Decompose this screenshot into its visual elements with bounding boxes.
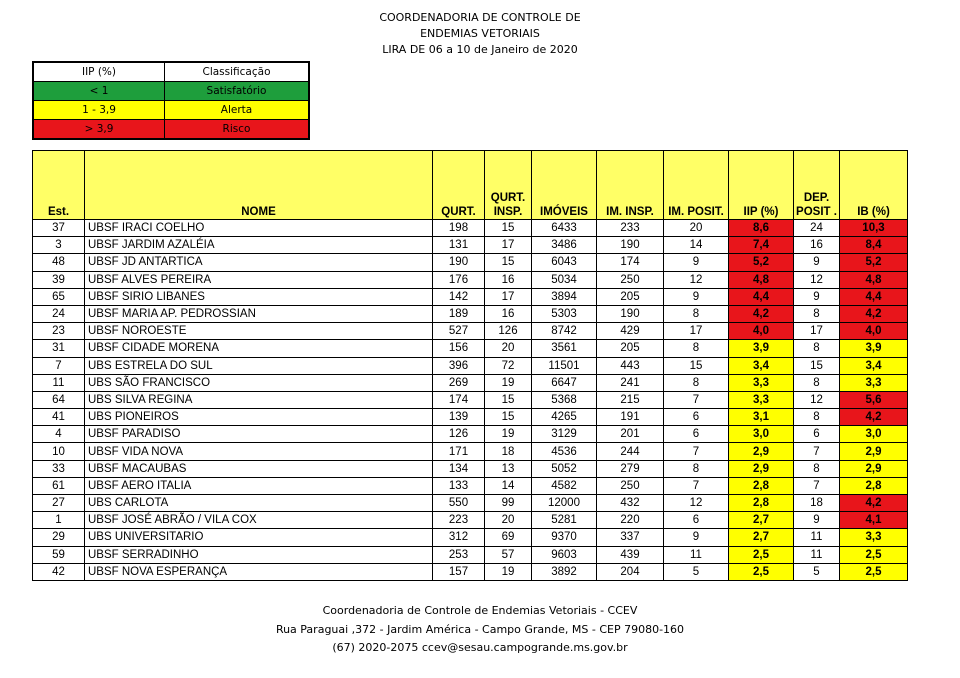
cell-dep-posit: 8 <box>794 460 840 477</box>
cell-iip: 2,7 <box>729 512 794 529</box>
cell-nome: UBSF JOSÉ ABRÃO / VILA COX <box>85 512 433 529</box>
cell-dep-posit: 7 <box>794 443 840 460</box>
cell-im-insp: 337 <box>597 529 664 546</box>
cell-dep-posit: 8 <box>794 409 840 426</box>
cell-est: 41 <box>33 409 85 426</box>
cell-im-insp: 233 <box>597 220 664 237</box>
cell-est: 23 <box>33 323 85 340</box>
cell-dep-posit: 11 <box>794 546 840 563</box>
cell-iip: 8,6 <box>729 220 794 237</box>
cell-im-insp: 191 <box>597 409 664 426</box>
cell-dep-posit: 17 <box>794 323 840 340</box>
cell-imoveis: 11501 <box>532 357 597 374</box>
cell-im-posit: 8 <box>664 305 729 322</box>
cell-quart-insp: 99 <box>485 495 532 512</box>
cell-im-insp: 190 <box>597 305 664 322</box>
cell-iip: 2,5 <box>729 546 794 563</box>
cell-est: 33 <box>33 460 85 477</box>
cell-quart-insp: 14 <box>485 477 532 494</box>
cell-quart-insp: 17 <box>485 237 532 254</box>
cell-quart-insp: 20 <box>485 340 532 357</box>
cell-est: 65 <box>33 288 85 305</box>
cell-im-insp: 241 <box>597 374 664 391</box>
cell-imoveis: 5303 <box>532 305 597 322</box>
cell-im-posit: 20 <box>664 220 729 237</box>
cell-quart-insp: 19 <box>485 374 532 391</box>
cell-quart-insp: 19 <box>485 426 532 443</box>
lira-table <box>32 150 908 581</box>
cell-im-insp: 439 <box>597 546 664 563</box>
cell-imoveis: 6433 <box>532 220 597 237</box>
cell-dep-posit: 8 <box>794 305 840 322</box>
cell-nome: UBS SILVA REGINA <box>85 391 433 408</box>
cell-im-insp: 432 <box>597 495 664 512</box>
col-dep-posit: DEP. POSIT . <box>794 151 840 220</box>
cell-im-posit: 12 <box>664 271 729 288</box>
cell-im-posit: 9 <box>664 529 729 546</box>
cell-quart: 126 <box>433 426 485 443</box>
table-row <box>33 512 908 529</box>
cell-imoveis: 3129 <box>532 426 597 443</box>
legend-row <box>33 120 309 140</box>
legend-col-classificacao: Classificação <box>165 62 310 82</box>
cell-ib: 3,3 <box>840 529 908 546</box>
table-row <box>33 220 908 237</box>
cell-nome: UBSF CIDADE MORENA <box>85 340 433 357</box>
cell-imoveis: 3892 <box>532 563 597 580</box>
cell-quart: 189 <box>433 305 485 322</box>
cell-iip: 4,0 <box>729 323 794 340</box>
cell-nome: UBSF ALVES PEREIRA <box>85 271 433 288</box>
cell-est: 4 <box>33 426 85 443</box>
table-row <box>33 357 908 374</box>
cell-est: 61 <box>33 477 85 494</box>
cell-im-insp: 190 <box>597 237 664 254</box>
cell-dep-posit: 9 <box>794 288 840 305</box>
cell-nome: UBS PIONEIROS <box>85 409 433 426</box>
cell-ib: 4,2 <box>840 409 908 426</box>
footer-line-2: Rua Paraguai ,372 - Jardim América - Campo Grande, MS - CEP 79080-160 <box>275 623 685 636</box>
cell-quart-insp: 18 <box>485 443 532 460</box>
legend-table <box>32 61 310 140</box>
cell-est: 10 <box>33 443 85 460</box>
cell-im-posit: 12 <box>664 495 729 512</box>
cell-iip: 3,9 <box>729 340 794 357</box>
col-nome: NOME <box>85 151 433 220</box>
cell-iip: 2,5 <box>729 563 794 580</box>
cell-nome: UBSF AERO ITALIA <box>85 477 433 494</box>
cell-iip: 2,7 <box>729 529 794 546</box>
cell-im-posit: 15 <box>664 357 729 374</box>
cell-nome: UBS SÃO FRANCISCO <box>85 374 433 391</box>
header-line-3: LIRA DE 06 a 10 de Janeiro de 2020 <box>382 43 578 56</box>
cell-iip: 2,8 <box>729 477 794 494</box>
cell-imoveis: 8742 <box>532 323 597 340</box>
cell-im-posit: 8 <box>664 460 729 477</box>
cell-quart-insp: 15 <box>485 254 532 271</box>
cell-imoveis: 5368 <box>532 391 597 408</box>
cell-est: 39 <box>33 271 85 288</box>
cell-nome: UBS ESTRELA DO SUL <box>85 357 433 374</box>
cell-quart-insp: 57 <box>485 546 532 563</box>
table-row <box>33 495 908 512</box>
cell-quart: 527 <box>433 323 485 340</box>
cell-iip: 4,2 <box>729 305 794 322</box>
cell-est: 31 <box>33 340 85 357</box>
cell-nome: UBS CARLOTA <box>85 495 433 512</box>
cell-est: 1 <box>33 512 85 529</box>
cell-quart: 550 <box>433 495 485 512</box>
cell-dep-posit: 24 <box>794 220 840 237</box>
cell-ib: 2,9 <box>840 443 908 460</box>
table-row <box>33 374 908 391</box>
cell-nome: UBSF SIRIO LIBANES <box>85 288 433 305</box>
table-row <box>33 391 908 408</box>
cell-dep-posit: 12 <box>794 391 840 408</box>
cell-est: 27 <box>33 495 85 512</box>
table-row <box>33 460 908 477</box>
cell-quart: 269 <box>433 374 485 391</box>
cell-dep-posit: 8 <box>794 374 840 391</box>
cell-quart: 142 <box>433 288 485 305</box>
table-row <box>33 409 908 426</box>
cell-quart: 134 <box>433 460 485 477</box>
cell-dep-posit: 6 <box>794 426 840 443</box>
cell-iip: 5,2 <box>729 254 794 271</box>
cell-quart: 174 <box>433 391 485 408</box>
cell-est: 24 <box>33 305 85 322</box>
table-row <box>33 563 908 580</box>
cell-ib: 3,3 <box>840 374 908 391</box>
cell-dep-posit: 9 <box>794 512 840 529</box>
cell-im-insp: 250 <box>597 271 664 288</box>
cell-im-posit: 9 <box>664 288 729 305</box>
col-im-insp: IM. INSP. <box>597 151 664 220</box>
cell-nome: UBSF JARDIM AZALÉIA <box>85 237 433 254</box>
cell-im-insp: 201 <box>597 426 664 443</box>
cell-dep-posit: 11 <box>794 529 840 546</box>
cell-quart: 312 <box>433 529 485 546</box>
table-header-row <box>33 151 908 220</box>
cell-nome: UBSF IRACI COELHO <box>85 220 433 237</box>
legend-range: 1 - 3,9 <box>33 101 165 120</box>
cell-im-posit: 6 <box>664 426 729 443</box>
footer-line-3: (67) 2020-2075 ccev@sesau.campogrande.ms.gov.br <box>332 641 628 654</box>
table-row <box>33 271 908 288</box>
table-row <box>33 237 908 254</box>
col-quart-insp: QURT. INSP. <box>485 151 532 220</box>
cell-imoveis: 5034 <box>532 271 597 288</box>
cell-iip: 2,9 <box>729 443 794 460</box>
cell-im-posit: 8 <box>664 340 729 357</box>
cell-imoveis: 6043 <box>532 254 597 271</box>
cell-est: 59 <box>33 546 85 563</box>
cell-nome: UBSF NOVA ESPERANÇA <box>85 563 433 580</box>
cell-imoveis: 3561 <box>532 340 597 357</box>
cell-quart: 396 <box>433 357 485 374</box>
footer-line-1: Coordenadoria de Controle de Endemias Vetoriais - CCEV <box>322 604 638 617</box>
cell-iip: 7,4 <box>729 237 794 254</box>
cell-im-insp: 429 <box>597 323 664 340</box>
cell-iip: 3,3 <box>729 374 794 391</box>
cell-quart: 176 <box>433 271 485 288</box>
cell-quart: 171 <box>433 443 485 460</box>
cell-im-insp: 220 <box>597 512 664 529</box>
cell-imoveis: 4265 <box>532 409 597 426</box>
cell-dep-posit: 7 <box>794 477 840 494</box>
cell-im-insp: 443 <box>597 357 664 374</box>
cell-quart: 139 <box>433 409 485 426</box>
cell-ib: 3,4 <box>840 357 908 374</box>
cell-iip: 2,9 <box>729 460 794 477</box>
cell-imoveis: 4582 <box>532 477 597 494</box>
cell-quart-insp: 19 <box>485 563 532 580</box>
cell-quart: 157 <box>433 563 485 580</box>
cell-im-posit: 7 <box>664 443 729 460</box>
cell-iip: 3,4 <box>729 357 794 374</box>
cell-ib: 4,0 <box>840 323 908 340</box>
cell-nome: UBSF NOROESTE <box>85 323 433 340</box>
cell-quart: 190 <box>433 254 485 271</box>
cell-ib: 3,0 <box>840 426 908 443</box>
cell-im-insp: 244 <box>597 443 664 460</box>
cell-nome: UBSF VIDA NOVA <box>85 443 433 460</box>
cell-nome: UBSF PARADISO <box>85 426 433 443</box>
cell-quart: 131 <box>433 237 485 254</box>
cell-ib: 5,6 <box>840 391 908 408</box>
cell-dep-posit: 5 <box>794 563 840 580</box>
cell-im-insp: 250 <box>597 477 664 494</box>
cell-imoveis: 5052 <box>532 460 597 477</box>
cell-est: 48 <box>33 254 85 271</box>
table-row <box>33 443 908 460</box>
cell-im-posit: 7 <box>664 477 729 494</box>
legend-header-row <box>33 62 309 82</box>
cell-ib: 10,3 <box>840 220 908 237</box>
table-row <box>33 305 908 322</box>
cell-imoveis: 9603 <box>532 546 597 563</box>
cell-nome: UBS UNIVERSITARIO <box>85 529 433 546</box>
table-row <box>33 288 908 305</box>
cell-im-insp: 205 <box>597 288 664 305</box>
cell-dep-posit: 18 <box>794 495 840 512</box>
legend-col-iip: IIP (%) <box>33 62 165 82</box>
cell-quart-insp: 126 <box>485 323 532 340</box>
cell-im-posit: 17 <box>664 323 729 340</box>
cell-im-posit: 6 <box>664 409 729 426</box>
cell-quart-insp: 13 <box>485 460 532 477</box>
cell-ib: 4,8 <box>840 271 908 288</box>
cell-im-insp: 205 <box>597 340 664 357</box>
cell-iip: 3,3 <box>729 391 794 408</box>
legend-row <box>33 101 309 120</box>
cell-im-posit: 14 <box>664 237 729 254</box>
cell-iip: 2,8 <box>729 495 794 512</box>
cell-quart-insp: 16 <box>485 305 532 322</box>
table-row <box>33 529 908 546</box>
table-row <box>33 323 908 340</box>
cell-est: 37 <box>33 220 85 237</box>
cell-im-posit: 7 <box>664 391 729 408</box>
cell-est: 11 <box>33 374 85 391</box>
legend-range: > 3,9 <box>33 120 165 140</box>
cell-ib: 2,5 <box>840 546 908 563</box>
col-imoveis: IMÓVEIS <box>532 151 597 220</box>
col-est: Est. <box>33 151 85 220</box>
cell-im-posit: 9 <box>664 254 729 271</box>
cell-nome: UBSF JD ANTARTICA <box>85 254 433 271</box>
table-row <box>33 426 908 443</box>
cell-ib: 2,5 <box>840 563 908 580</box>
cell-quart-insp: 17 <box>485 288 532 305</box>
cell-ib: 4,2 <box>840 305 908 322</box>
cell-iip: 3,0 <box>729 426 794 443</box>
cell-dep-posit: 15 <box>794 357 840 374</box>
cell-quart-insp: 69 <box>485 529 532 546</box>
legend-label: Satisfatório <box>165 82 310 101</box>
cell-imoveis: 3894 <box>532 288 597 305</box>
col-ib: IB (%) <box>840 151 908 220</box>
header-line-1: COORDENADORIA DE CONTROLE DE <box>379 11 581 24</box>
cell-imoveis: 5281 <box>532 512 597 529</box>
cell-quart: 133 <box>433 477 485 494</box>
cell-quart-insp: 15 <box>485 391 532 408</box>
cell-im-insp: 174 <box>597 254 664 271</box>
legend-range: < 1 <box>33 82 165 101</box>
legend-row <box>33 82 309 101</box>
cell-quart-insp: 15 <box>485 409 532 426</box>
cell-nome: UBSF MARIA AP. PEDROSSIAN <box>85 305 433 322</box>
cell-dep-posit: 9 <box>794 254 840 271</box>
col-quart: QURT. <box>433 151 485 220</box>
cell-ib: 5,2 <box>840 254 908 271</box>
cell-ib: 4,4 <box>840 288 908 305</box>
cell-ib: 3,9 <box>840 340 908 357</box>
cell-est: 3 <box>33 237 85 254</box>
cell-ib: 2,9 <box>840 460 908 477</box>
cell-dep-posit: 8 <box>794 340 840 357</box>
cell-im-posit: 5 <box>664 563 729 580</box>
cell-nome: UBSF SERRADINHO <box>85 546 433 563</box>
cell-ib: 2,8 <box>840 477 908 494</box>
cell-iip: 4,4 <box>729 288 794 305</box>
cell-ib: 4,1 <box>840 512 908 529</box>
cell-est: 42 <box>33 563 85 580</box>
cell-quart: 198 <box>433 220 485 237</box>
cell-imoveis: 3486 <box>532 237 597 254</box>
table-body <box>33 220 908 581</box>
cell-im-posit: 6 <box>664 512 729 529</box>
cell-iip: 4,8 <box>729 271 794 288</box>
cell-im-insp: 215 <box>597 391 664 408</box>
cell-quart-insp: 20 <box>485 512 532 529</box>
cell-quart-insp: 15 <box>485 220 532 237</box>
cell-ib: 4,2 <box>840 495 908 512</box>
cell-imoveis: 12000 <box>532 495 597 512</box>
cell-im-insp: 279 <box>597 460 664 477</box>
cell-quart-insp: 72 <box>485 357 532 374</box>
cell-ib: 8,4 <box>840 237 908 254</box>
cell-im-posit: 8 <box>664 374 729 391</box>
cell-nome: UBSF MACAUBAS <box>85 460 433 477</box>
cell-im-insp: 204 <box>597 563 664 580</box>
header-line-2: ENDEMIAS VETORIAIS <box>420 27 540 40</box>
table-row <box>33 340 908 357</box>
cell-dep-posit: 12 <box>794 271 840 288</box>
table-row <box>33 477 908 494</box>
cell-imoveis: 9370 <box>532 529 597 546</box>
cell-imoveis: 4536 <box>532 443 597 460</box>
table-row <box>33 254 908 271</box>
cell-est: 7 <box>33 357 85 374</box>
legend-label: Risco <box>165 120 310 140</box>
cell-quart: 253 <box>433 546 485 563</box>
col-iip: IIP (%) <box>729 151 794 220</box>
cell-imoveis: 6647 <box>532 374 597 391</box>
cell-quart: 156 <box>433 340 485 357</box>
cell-est: 64 <box>33 391 85 408</box>
cell-est: 29 <box>33 529 85 546</box>
legend-label: Alerta <box>165 101 310 120</box>
cell-quart: 223 <box>433 512 485 529</box>
col-im-posit: IM. POSIT. <box>664 151 729 220</box>
table-row <box>33 546 908 563</box>
cell-dep-posit: 16 <box>794 237 840 254</box>
cell-quart-insp: 16 <box>485 271 532 288</box>
cell-iip: 3,1 <box>729 409 794 426</box>
cell-im-posit: 11 <box>664 546 729 563</box>
